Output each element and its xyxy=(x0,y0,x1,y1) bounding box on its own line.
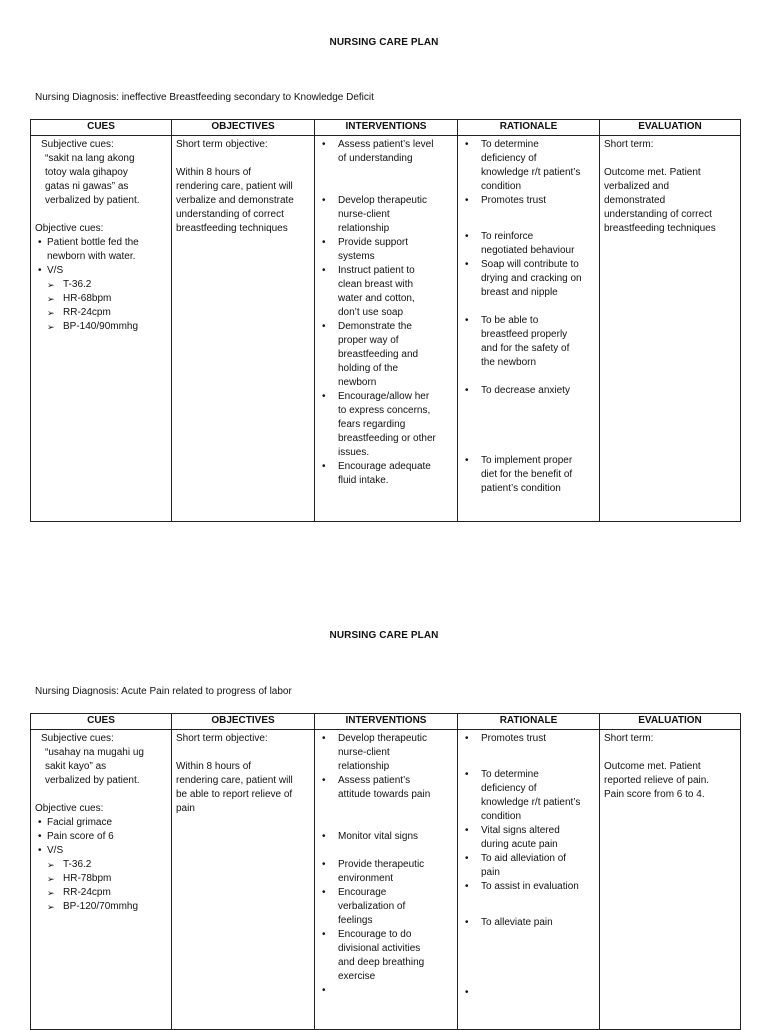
list-item: • To reinforce negotiated behaviour xyxy=(462,230,595,258)
subjective-cues-quote: “sakit na lang akong totoy wala gihapoy gatas ni gawas” as verbalized by patient. xyxy=(45,153,140,206)
evaluation-text: Outcome met. Patient reported relieve of pain. Pain score from 6 to 4. xyxy=(604,761,710,800)
list-item: • V/S xyxy=(35,844,167,858)
list-item: • Patient bottle fed the newborn with water. xyxy=(35,236,167,264)
vital-sign-item: ➢ HR-78bpm xyxy=(35,872,167,886)
evaluation-label: Short term: xyxy=(604,139,654,150)
page-title: NURSING CARE PLAN xyxy=(329,37,439,48)
list-item: • To assist in evaluation xyxy=(462,880,595,894)
header-cues: CUES xyxy=(31,714,172,730)
list-item: • Promotes trust xyxy=(462,732,595,746)
list-item: • Monitor vital signs xyxy=(319,830,453,844)
vital-sign-item: ➢ HR-68bpm xyxy=(35,292,167,306)
list-item: • To decrease anxiety xyxy=(462,384,595,398)
cues-cell xyxy=(31,730,172,1030)
list-item: • Encourage adequate fluid intake. xyxy=(319,460,453,488)
list-item: • To alleviate pain xyxy=(462,916,595,930)
header-interventions: INTERVENTIONS xyxy=(315,714,458,730)
nursing-diagnosis: Nursing Diagnosis: ineffective Breastfeeding secondary to Knowledge Deficit xyxy=(35,92,374,103)
header-objectives: OBJECTIVES xyxy=(172,120,315,136)
page-title: NURSING CARE PLAN xyxy=(329,630,439,641)
list-item: • Promotes trust xyxy=(462,194,595,208)
list-item: • To aid alleviation of pain xyxy=(462,852,595,880)
header-objectives: OBJECTIVES xyxy=(172,714,315,730)
cues-cell xyxy=(31,136,172,522)
interventions-cell xyxy=(315,730,458,1030)
objective-cues-label: Objective cues: xyxy=(35,803,104,814)
vital-sign-item: ➢ BP-140/90mmhg xyxy=(35,320,167,334)
list-item: • Assess patient’s level of understanding xyxy=(319,138,453,166)
list-item: • Develop therapeutic nurse-client relationship xyxy=(319,732,453,774)
vital-sign-item: ➢ T-36.2 xyxy=(35,858,167,872)
list-item: • To determine deficiency of knowledge r/t patient’s condition xyxy=(462,768,595,824)
objective-cues-label: Objective cues: xyxy=(35,223,104,234)
evaluation-text: Outcome met. Patient verbalized and demonstrated understanding of correct breastfeeding techniques xyxy=(604,167,716,234)
list-item: • Instruct patient to clean breast with water and cotton, don’t use soap xyxy=(319,264,453,320)
list-item: • To implement proper diet for the benefit of patient’s condition xyxy=(462,454,595,496)
list-item: • Demonstrate the proper way of breastfeeding and holding of the newborn xyxy=(319,320,453,390)
header-evaluation: EVALUATION xyxy=(600,714,741,730)
header-rationale: RATIONALE xyxy=(458,714,600,730)
list-item: • Provide support systems xyxy=(319,236,453,264)
objectives-cell xyxy=(172,730,315,1030)
objective-label: Short term objective: xyxy=(176,139,268,150)
subjective-cues-label: Subjective cues: xyxy=(41,733,114,744)
interventions-cell xyxy=(315,136,458,522)
evaluation-cell xyxy=(600,730,741,1030)
list-item: • Soap will contribute to drying and cracking on breast and nipple xyxy=(462,258,595,300)
rationale-cell xyxy=(458,730,600,1030)
list-item: • Pain score of 6 xyxy=(35,830,167,844)
vital-sign-item: ➢ RR-24cpm xyxy=(35,306,167,320)
table-row xyxy=(31,730,741,1030)
objectives-cell xyxy=(172,136,315,522)
objective-text: Within 8 hours of rendering care, patient will verbalize and demonstrate understanding of correct breastfeeding techniques xyxy=(176,167,294,234)
care-plan-table xyxy=(30,713,741,1030)
header-interventions: INTERVENTIONS xyxy=(315,120,458,136)
header-rationale: RATIONALE xyxy=(458,120,600,136)
table-header-row xyxy=(31,714,741,730)
care-plan-table xyxy=(30,119,741,522)
objective-text: Within 8 hours of rendering care, patient will be able to report relieve of pain xyxy=(176,761,293,814)
vital-sign-item: ➢ T-36.2 xyxy=(35,278,167,292)
list-item: • Vital signs altered during acute pain xyxy=(462,824,595,852)
vital-sign-item: ➢ RR-24cpm xyxy=(35,886,167,900)
list-item: • Develop therapeutic nurse-client relationship xyxy=(319,194,453,236)
list-item: • To be able to breastfeed properly and for the safety of the newborn xyxy=(462,314,595,370)
rationale-cell xyxy=(458,136,600,522)
evaluation-label: Short term: xyxy=(604,733,654,744)
list-item: • Encourage verbalization of feelings xyxy=(319,886,453,928)
evaluation-cell xyxy=(600,136,741,522)
list-item xyxy=(319,984,453,998)
header-cues: CUES xyxy=(31,120,172,136)
objective-label: Short term objective: xyxy=(176,733,268,744)
list-item: • Assess patient’s attitude towards pain xyxy=(319,774,453,802)
list-item: • To determine deficiency of knowledge r/t patient’s condition xyxy=(462,138,595,194)
table-header-row xyxy=(31,120,741,136)
list-item: • Encourage to do divisional activities and deep breathing exercise xyxy=(319,928,453,984)
nursing-diagnosis: Nursing Diagnosis: Acute Pain related to progress of labor xyxy=(35,686,292,697)
header-evaluation: EVALUATION xyxy=(600,120,741,136)
list-item: • V/S xyxy=(35,264,167,278)
vital-sign-item: ➢ BP-120/70mmhg xyxy=(35,900,167,914)
table-row xyxy=(31,136,741,522)
list-item: • Encourage/allow her to express concerns, fears regarding breastfeeding or other issues. xyxy=(319,390,453,460)
subjective-cues-label: Subjective cues: xyxy=(41,139,114,150)
list-item xyxy=(462,986,595,1000)
subjective-cues-quote: “usahay na mugahi ug sakit kayo” as verbalized by patient. xyxy=(45,747,144,786)
list-item: • Provide therapeutic environment xyxy=(319,858,453,886)
list-item: • Facial grimace xyxy=(35,816,167,830)
